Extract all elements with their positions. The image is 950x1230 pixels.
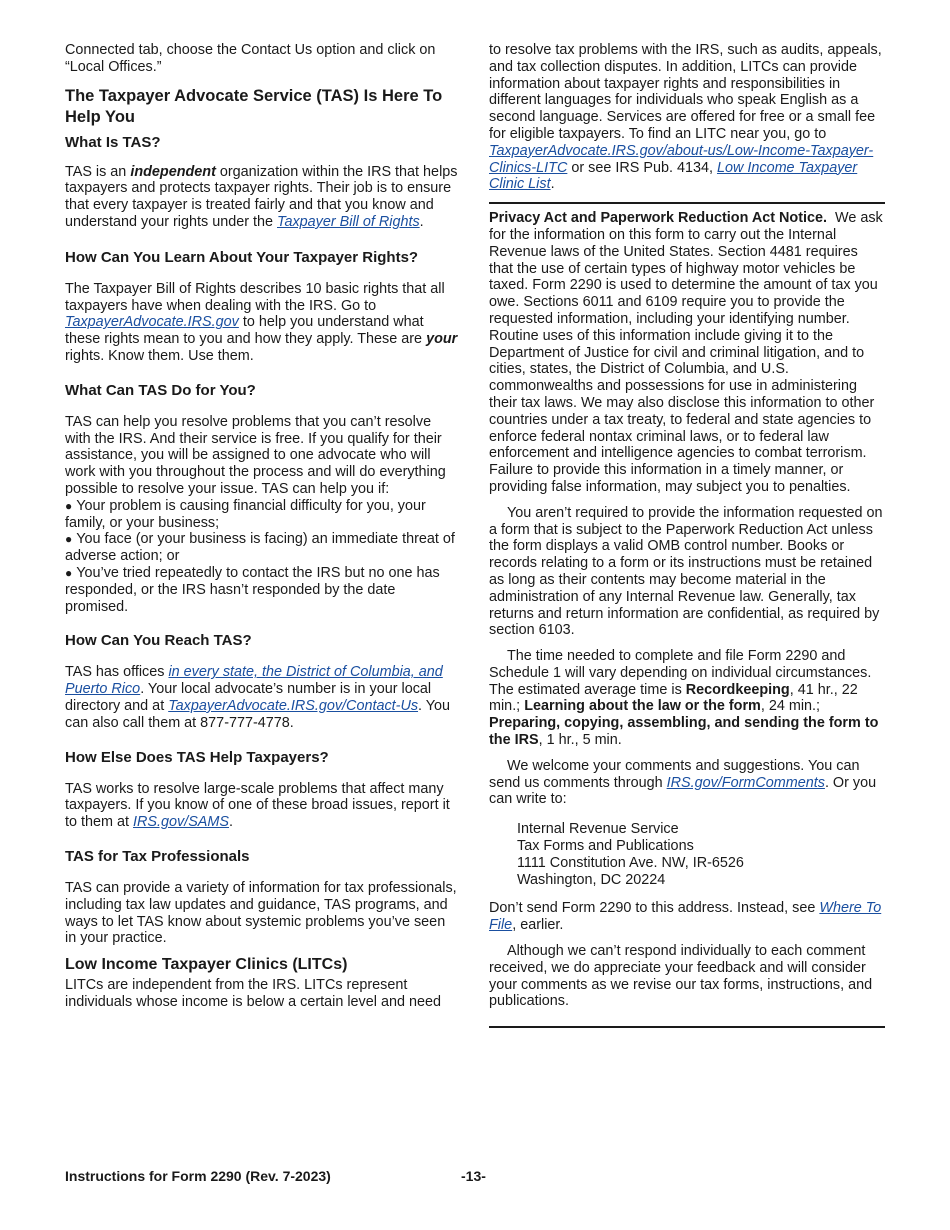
comments-text: We welcome your comments and suggestions. You can send us comments through IRS.gov/FormComments. Or you can write to: [489,757,877,808]
intro-text: Connected tab, choose the Contact Us option and click on “Local Offices.” [65,42,436,75]
tas-heading: The Taxpayer Advocate Service (TAS) Is Here To Help You [65,86,443,126]
professionals-heading: TAS for Tax Professionals [65,847,250,865]
form-comments-link[interactable]: IRS.gov/FormComments [666,774,825,791]
professionals-text: TAS can provide a variety of information for tax professionals, including tax law updates and guidance, TAS programs, and ways to let TAS know about systemic problems you’ve seen in your practice. [65,879,457,947]
contact-us-link[interactable]: TaxpayerAdvocate.IRS.gov/Contact-Us [168,697,419,714]
time-estimate-text: The time needed to complete and file Form 2290 and Schedule 1 will vary depending on individual circumstances. The estimated average time is Recordkeeping, 41 hr., 22 min.; Learning about the law or the form, 24 min.; Preparing, copying, assembling, and sending the form to the IRS, 1 hr., 5 min. [489,648,879,749]
taxpayer-advocate-link[interactable]: TaxpayerAdvocate.IRS.gov [65,314,239,331]
page-footer [65,1168,885,1185]
else-help-heading: How Else Does TAS Help Taxpayers? [65,748,329,766]
left-column [65,42,460,1011]
dont-send-text: Don’t send Form 2290 to this address. Instead, see Where To File, earlier. [489,900,882,934]
privacy-heading: Privacy Act and Paperwork Reduction Act Notice. [489,210,828,227]
privacy-text: Privacy Act and Paperwork Reduction Act Notice. We ask for the information on this form to carry out the Internal Revenue laws of the United States. Section 4481 requires that the use of certain types of highway motor vehicles be taxed. Form 2290 is used to determine the amount of tax you owe. Sections 6011 and 6109 require you to provide the requested information, including your identifying number. Routine uses of this information include giving it to the Department of Justice for civil and criminal litigation, and to cities, states, the District of Columbia, and U.S. commonwealths and possessions for use in administering their tax laws. We may also disclose this information to other countries under a tax treaty, to federal and state agencies to enforce federal nontax criminal laws, or to federal law enforcement and intelligence agencies to combat terrorism. Failure to provide this information in a timely manner, or providing false information, may subject you to penalties. [489,210,883,495]
form-title: Instructions for Form 2290 (Rev. 7-2023) [65,1168,331,1184]
list-item: ● Your problem is causing financial difficulty for you, your family, or your business; [65,497,426,531]
mailing-address: Internal Revenue Service Tax Forms and Publications 1111 Constitution Ave. NW, IR-6526 Washington, DC 20224 [517,821,744,888]
litc-link[interactable]: TaxpayerAdvocate.IRS.gov/about-us/Low-Income-Taxpayer-Clinics-LITC [489,142,874,176]
section-divider [489,202,885,204]
feedback-text: Although we can’t respond individually to each comment received, we do appreciate your feedback and will consider your comments as we revise our tax forms, instructions, and publications. [489,943,873,1010]
else-help-text: TAS works to resolve large-scale problems that affect many taxpayers. If you know of one of these broad issues, report it to them at IRS.gov/SAMS. [65,780,450,831]
list-item: ● You face (or your business is facing) an immediate threat of adverse action; or [65,531,455,565]
learn-rights-text: The Taxpayer Bill of Rights describes 10 basic rights that all taxpayers have when dealing with the IRS. Go to TaxpayerAdvocate.IRS.gov to help you understand what these rights mean to you and how they apply. These are your rights. Know them. Use them. [65,280,458,364]
litc-list-link[interactable]: Low Income Taxpayer Clinic List [489,159,858,193]
what-can-tas-heading: What Can TAS Do for You? [65,381,256,399]
sams-link[interactable]: IRS.gov/SAMS [133,814,229,831]
reach-tas-heading: How Can You Reach TAS? [65,632,252,650]
litc-text: LITCs are independent from the IRS. LITCs represent individuals whose income is below a certain level and need [65,977,441,1010]
paperwork-text: You aren’t required to provide the information requested on a form that is subject to the Paperwork Reduction Act unless the form displays a valid OMB control number. Books or records relating to a form or its instructions must be retained as long as their contents may become material in the administration of any Internal Revenue law. Generally, tax returns and return information are confidential, as required by section 6103. [489,504,883,639]
what-is-tas-heading: What Is TAS? [65,133,161,151]
where-to-file-link[interactable]: Where To File [489,900,882,934]
section-divider [489,1026,885,1028]
learn-rights-heading: How Can You Learn About Your Taxpayer Rights? [65,248,419,266]
reach-tas-text: TAS has offices in every state, the District of Columbia, and Puerto Rico. Your local advocate’s number is in your local directory and at TaxpayerAdvocate.IRS.gov/Contact-Us. You can also call them at 877-777-4778. [65,664,451,731]
what-can-tas-text: TAS can help you resolve problems that you can’t resolve with the IRS. And their service is free. If you qualify for their assistance, you will be assigned to one advocate who will work with you throughout the process and will do everything possible to resolve your issue. TAS can help you if: [65,413,446,497]
litc-continued-text: to resolve tax problems with the IRS, such as audits, appeals, and tax collection disputes. In addition, LITCs can provide information about taxpayer rights and responsibilities in different languages for individuals who speak English as a second language. Services are offered for free or a small fee for eligible taxpayers. To find an LITC near you, go to TaxpayerAdvocate.IRS.gov/about-us/Low-Income-Taxpayer-Clinics-LITC or see IRS Pub. 4134, Low Income Taxpayer Clinic List. [489,42,882,193]
right-column [489,42,885,1028]
list-item: ● You’ve tried repeatedly to contact the IRS but no one has responded, or the IRS hasn’t responded by the date promised. [65,564,440,615]
taxpayer-bill-of-rights-link[interactable]: Taxpayer Bill of Rights [277,213,420,230]
page-number: -13- [461,1168,486,1184]
what-is-tas-text: TAS is an independent organization within the IRS that helps taxpayers and protects taxpayer rights. Their job is to ensure that every taxpayer is treated fairly and that you know and understand your rights under the Taxpayer Bill of Rights. [65,163,458,230]
litc-heading: Low Income Taxpayer Clinics (LITCs) [65,956,348,974]
offices-link[interactable]: in every state, the District of Columbia, and Puerto Rico [65,664,443,698]
